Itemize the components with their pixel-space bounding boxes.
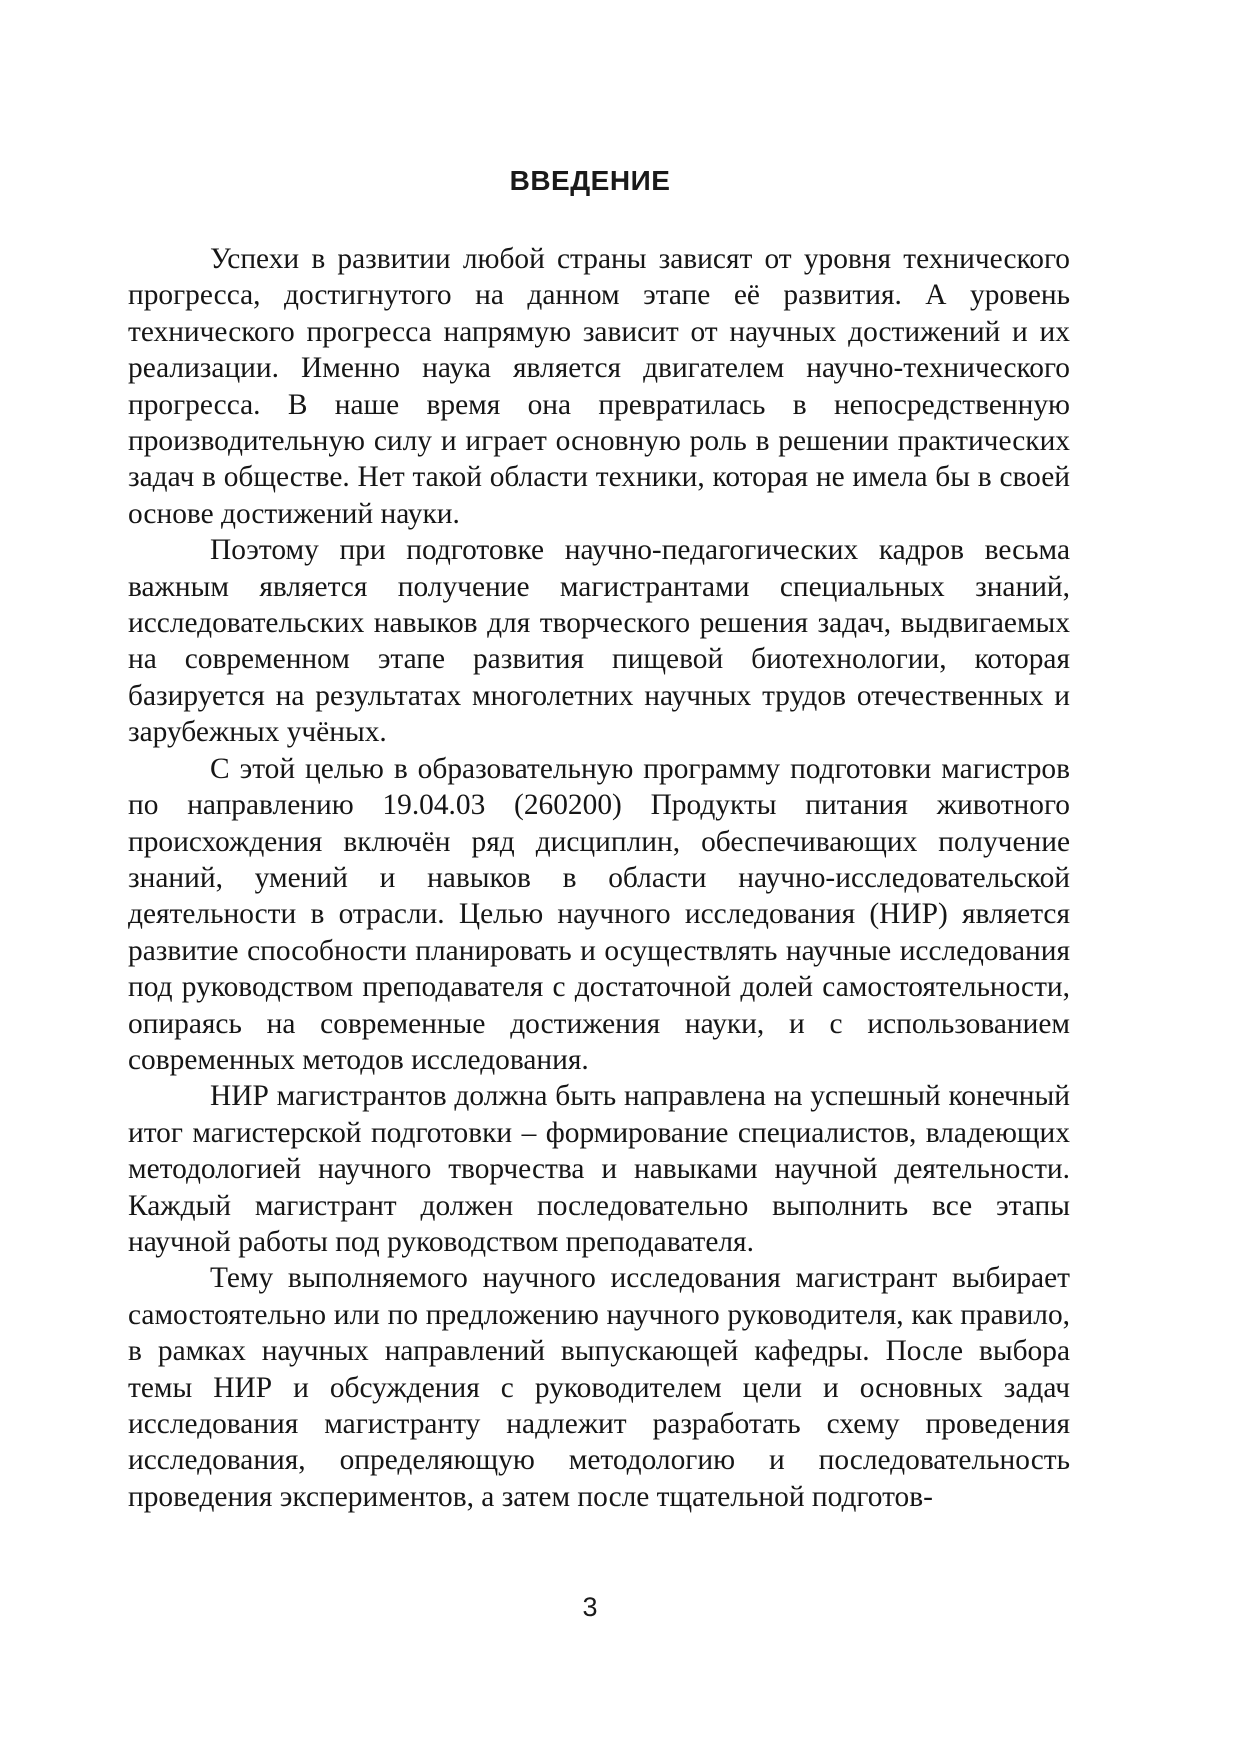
paragraph-5: Тему выполняемого научного исследования магистрант выбирает самостоятельно или по предложению научного руководителя, как правило, в рамках научных направлений выпускающей кафедры. После выбора темы НИР и обсуждения с руководителем цели и основных задач исследования магистранту надлежит разработать схему проведения исследования, определяющую методологию и последовательность проведения экспериментов, а затем после тщательной подготов- bbox=[128, 1262, 1070, 1513]
page-title: ВВЕДЕНИЕ bbox=[509, 165, 671, 196]
paragraph-4: НИР магистрантов должна быть направлена на успешный конечный итог магистерской подготовки – формирование специалистов, владеющих методологией научного творчества и навыками научной деятельности. Каждый магистрант должен последовательно выполнить все этапы научной работы под руководством преподавателя. bbox=[128, 1080, 1070, 1258]
paragraph-3: С этой целью в образовательную программу подготовки магистров по направлению 19.04.03 (260200) Продукты питания животного происхождения включён ряд дисциплин, обеспечивающих получение знаний, умений и навыков в области научно-исследовательской деятельности в отрасли. Целью научного исследования (НИР) является развитие способности планировать и осуществлять научные исследования под руководством преподавателя с достаточной долей самостоятельности, опираясь на современные достижения науки, и с использованием современных методов исследования. bbox=[128, 752, 1070, 1076]
paragraph-1: Успехи в развитии любой страны зависят от уровня технического прогресса, достигнутого на данном этапе её развития. А уровень технического прогресса напрямую зависит от научных достижений и их реализации. Именно наука является двигателем научно-технического прогресса. В наше время она превратилась в непосредственную производительную силу и играет основную роль в решении практических задач в обществе. Нет такой области техники, которая не имела бы в своей основе достижений науки. bbox=[128, 243, 1070, 530]
page-number: 3 bbox=[582, 1592, 598, 1622]
paragraph-2: Поэтому при подготовке научно-педагогических кадров весьма важным является получение магистрантами специальных знаний, исследовательских навыков для творческого решения задач, выдвигаемых на современном этапе развития пищевой биотехнологии, которая базируется на результатах многолетних научных трудов отечественных и зарубежных учёных. bbox=[128, 534, 1070, 749]
body-text bbox=[128, 241, 1070, 1515]
